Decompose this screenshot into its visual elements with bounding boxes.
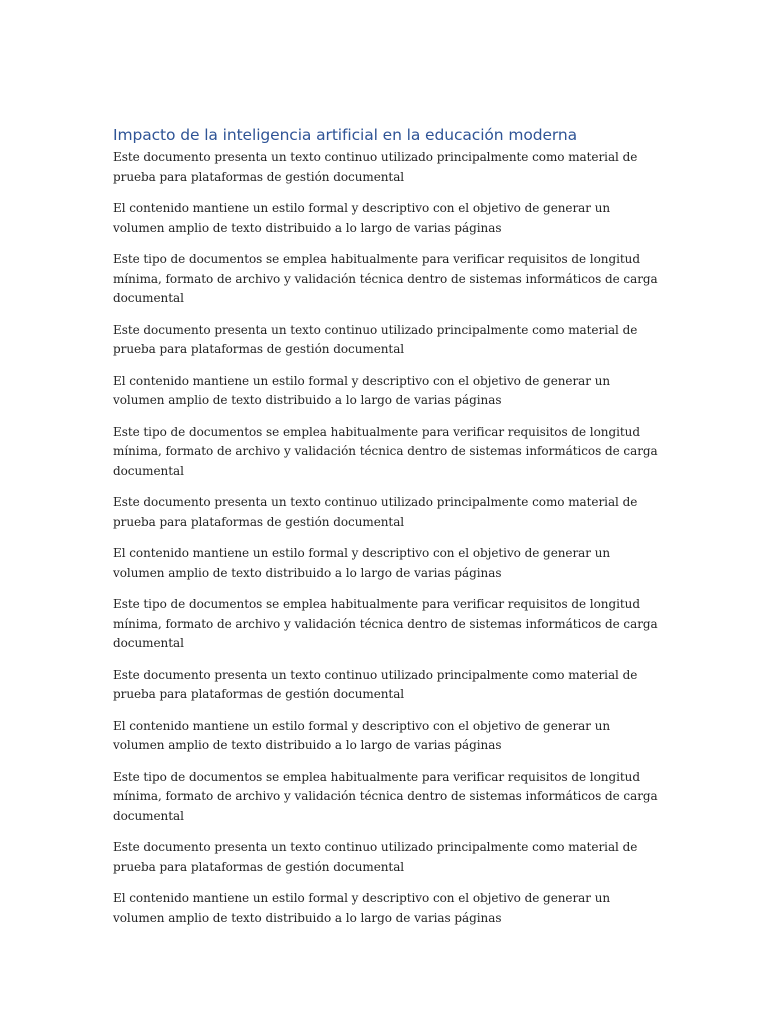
paragraph: Este documento presenta un texto continuo utilizado principalmente como material de prueba para plataformas de gestión documental bbox=[113, 667, 638, 701]
paragraph: El contenido mantiene un estilo formal y descriptivo con el objetivo de generar un volumen amplio de texto distribuido a lo largo de varias páginas bbox=[113, 201, 611, 235]
paragraph: El contenido mantiene un estilo formal y descriptivo con el objetivo de generar un volumen amplio de texto distribuido a lo largo de varias páginas bbox=[113, 373, 611, 407]
paragraph: Este documento presenta un texto continuo utilizado principalmente como material de prueba para plataformas de gestión documental bbox=[113, 495, 638, 529]
paragraph: El contenido mantiene un estilo formal y descriptivo con el objetivo de generar un volumen amplio de texto distribuido a lo largo de varias páginas bbox=[113, 546, 611, 580]
paragraph: Este tipo de documentos se emplea habitualmente para verificar requisitos de longitud mínima, formato de archivo y validación técnica dentro de sistemas informáticos de carga documental bbox=[113, 424, 658, 478]
paragraph: Este documento presenta un texto continuo utilizado principalmente como material de prueba para plataformas de gestión documental bbox=[113, 322, 638, 356]
paragraph: Este tipo de documentos se emplea habitualmente para verificar requisitos de longitud mínima, formato de archivo y validación técnica dentro de sistemas informáticos de carga documental bbox=[113, 252, 658, 305]
document-title: Impacto de la inteligencia artificial en la educación moderna bbox=[113, 126, 578, 144]
paragraph: Este tipo de documentos se emplea habitualmente para verificar requisitos de longitud mínima, formato de archivo y validación técnica dentro de sistemas informáticos de carga documental bbox=[113, 769, 658, 823]
paragraph: Este documento presenta un texto continuo utilizado principalmente como material de prueba para plataformas de gestión documental bbox=[113, 840, 638, 874]
paragraph: El contenido mantiene un estilo formal y descriptivo con el objetivo de generar un volumen amplio de texto distribuido a lo largo de varias páginas bbox=[113, 718, 611, 752]
paragraph: Este documento presenta un texto continuo utilizado principalmente como material de prueba para plataformas de gestión documental bbox=[113, 150, 638, 184]
paragraph: Este tipo de documentos se emplea habitualmente para verificar requisitos de longitud mínima, formato de archivo y validación técnica dentro de sistemas informáticos de carga documental bbox=[113, 597, 658, 650]
paragraph: El contenido mantiene un estilo formal y descriptivo con el objetivo de generar un volumen amplio de texto distribuido a lo largo de varias páginas bbox=[113, 891, 611, 925]
document-body bbox=[113, 124, 661, 940]
